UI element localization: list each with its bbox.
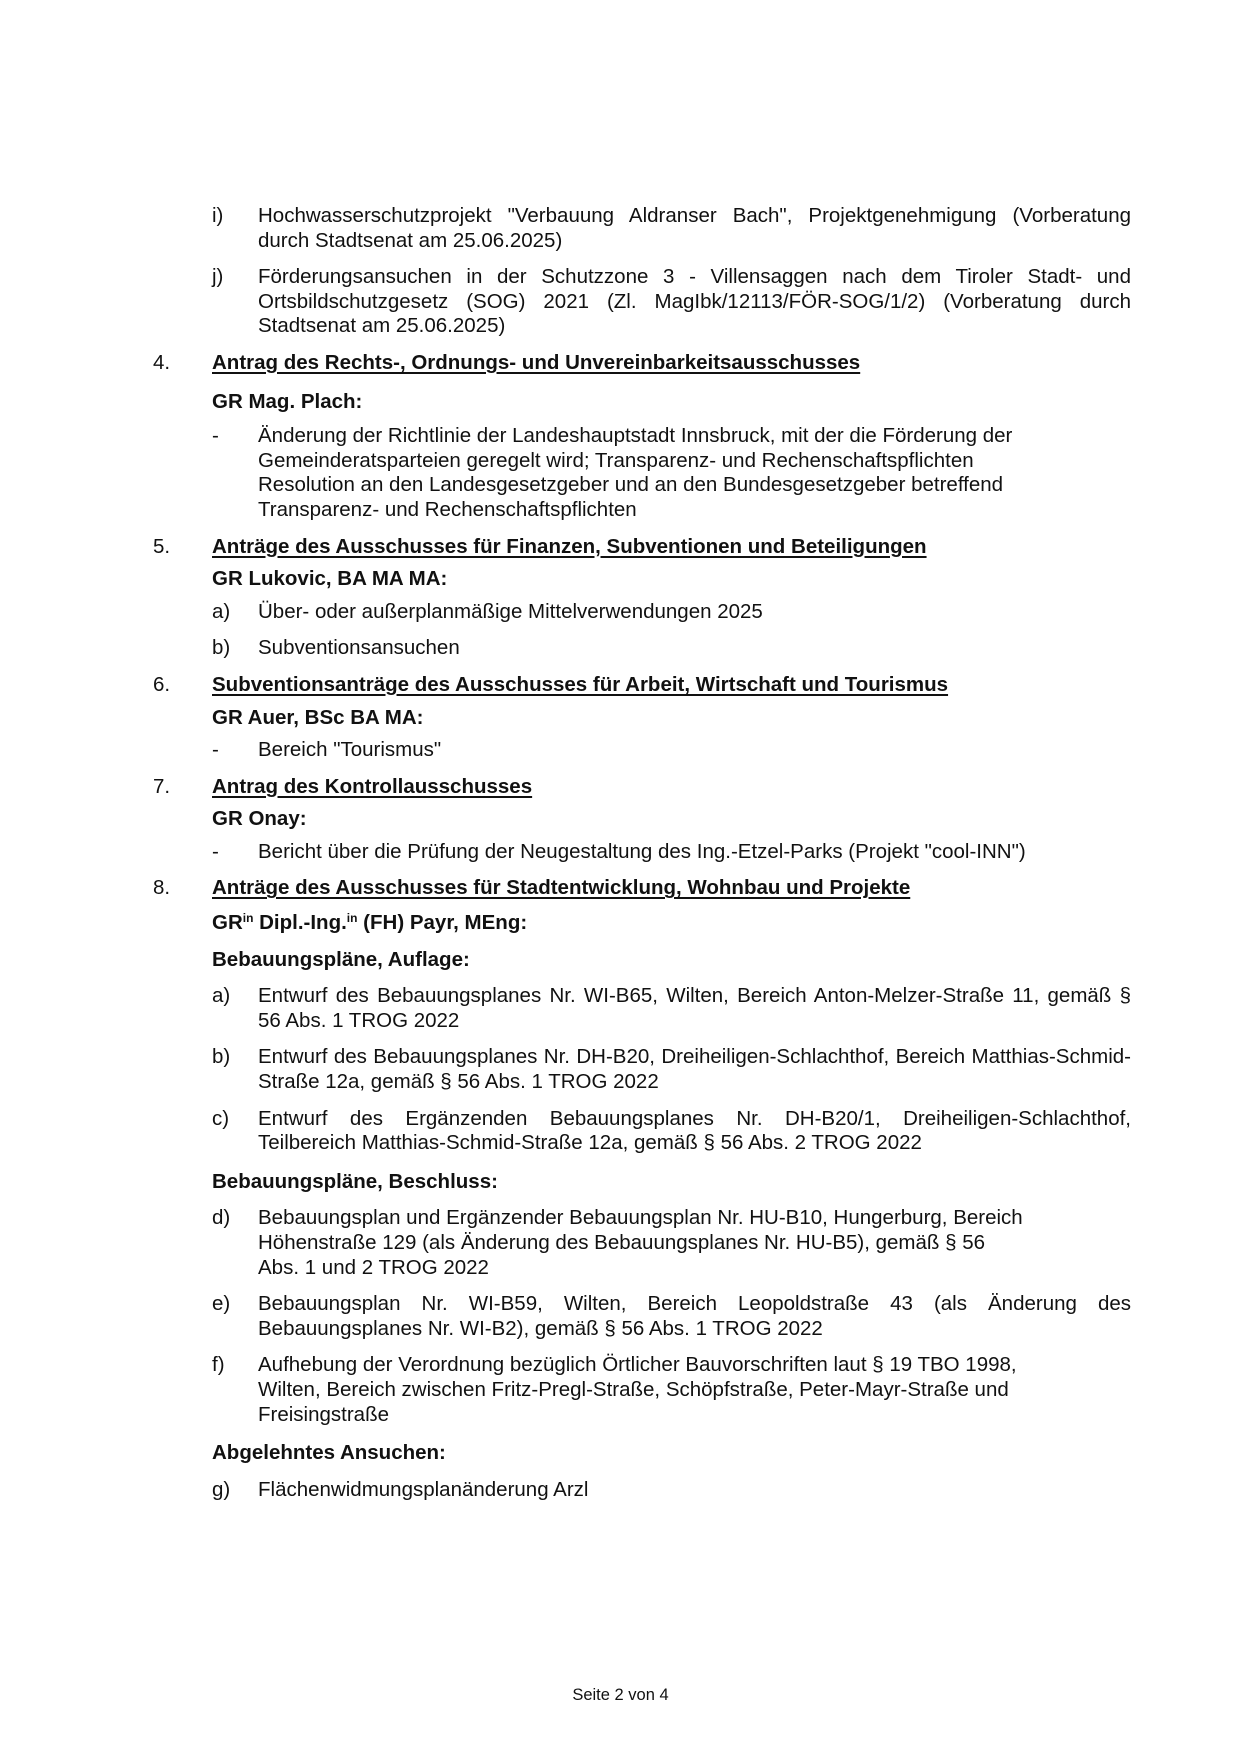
- agenda-item-7-dash: [153, 840, 1131, 865]
- item-bullet: -: [212, 424, 219, 448]
- item-label: b): [212, 636, 231, 660]
- agenda-item-6-dash: [153, 738, 1131, 763]
- section-8-header: [153, 876, 1131, 901]
- agenda-item-8c: [153, 1107, 1131, 1156]
- section-number: 4.: [153, 350, 171, 374]
- item-text-line: Aufhebung der Verordnung bezüglich Örtlicher Bauvorschriften laut § 19 TBO 1998,: [258, 1353, 1017, 1377]
- speaker-gr-sup: in: [242, 911, 254, 926]
- item-text-line: Änderung der Richtlinie der Landeshauptstadt Innsbruck, mit der die Förderung der: [258, 424, 1013, 448]
- item-label: e): [212, 1292, 231, 1316]
- item-text: Entwurf des Bebauungsplanes Nr. WI-B65, Wilten, Bereich Anton-Melzer-Straße 11, gemäß § 56 Abs. 1 TROG 2022: [258, 984, 1131, 1032]
- agenda-item-5a: [153, 600, 1131, 625]
- agenda-content: [153, 204, 1131, 1502]
- speaker: [153, 911, 1131, 936]
- item-label: a): [212, 984, 231, 1008]
- item-label: a): [212, 599, 231, 623]
- item-text: [258, 1353, 1131, 1427]
- item-bullet: -: [212, 738, 219, 762]
- speaker-title: Dipl.-Ing.: [253, 911, 347, 935]
- item-label: i): [212, 204, 224, 227]
- speaker: GR Auer, BSc BA MA:: [212, 705, 424, 729]
- subheading-beschluss: Bebauungspläne, Beschluss:: [212, 1169, 498, 1193]
- item-text: Bereich "Tourismus": [258, 738, 442, 762]
- agenda-item-8d: [153, 1206, 1131, 1280]
- section-heading: Subventionsanträge des Ausschusses für Arbeit, Wirtschaft und Tourismus: [212, 672, 949, 696]
- section-number: 5.: [153, 534, 171, 558]
- item-text: Über- oder außerplanmäßige Mittelverwendungen 2025: [258, 599, 763, 623]
- section-6-header: [153, 673, 1131, 698]
- speaker: GR Lukovic, BA MA MA:: [212, 567, 448, 591]
- section-heading: Antrag des Kontrollausschusses: [212, 774, 533, 798]
- item-text-line: Resolution an den Landesgesetzgeber und an den Bundesgesetzgeber betreffend: [258, 473, 1004, 497]
- item-text: Flächenwidmungsplanänderung Arzl: [258, 1477, 589, 1501]
- item-text-line: Transparenz- und Rechenschaftspflichten: [258, 497, 637, 521]
- agenda-item-8e: [153, 1292, 1131, 1341]
- section-5-header: [153, 535, 1131, 560]
- agenda-item-i: [153, 204, 1131, 253]
- item-label: c): [212, 1106, 230, 1130]
- item-text-line: Wilten, Bereich zwischen Fritz-Pregl-Straße, Schöpfstraße, Peter-Mayr-Straße und: [258, 1377, 1009, 1401]
- section-7-header: [153, 775, 1131, 800]
- item-label: j): [212, 265, 224, 289]
- section-heading: Antrag des Rechts-, Ordnungs- und Unvereinbarkeitsausschusses: [212, 350, 861, 374]
- item-label: b): [212, 1045, 231, 1069]
- agenda-item-4-dash: [153, 424, 1131, 522]
- speaker-rest: (FH) Payr, MEng:: [357, 911, 528, 935]
- agenda-item-8f: [153, 1353, 1131, 1427]
- page-number-footer: Seite 2 von 4: [572, 1686, 669, 1704]
- speaker: GR Onay:: [212, 807, 307, 831]
- item-text: Förderungsansuchen in der Schutzzone 3 - Villensaggen nach dem Tiroler Stadt- und Ortsbildschutzgesetz (SOG) 2021 (Zl. MagIbk/12113/FÖR-SOG/1/2) (Vorberatung durch Stadtsenat am 25.06.2025): [258, 265, 1131, 338]
- section-4-header: [153, 351, 1131, 376]
- section-number: 8.: [153, 876, 171, 900]
- item-text: Bericht über die Prüfung der Neugestaltung des Ing.-Etzel-Parks (Projekt "cool-INN"): [258, 839, 1026, 863]
- subheading-auflage: Bebauungspläne, Auflage:: [212, 947, 470, 971]
- item-label: d): [212, 1206, 231, 1230]
- item-text: Entwurf des Ergänzenden Bebauungsplanes Nr. DH-B20/1, Dreiheiligen-Schlachthof, Teilbereich Matthias-Schmid-Straße 12a, gemäß § 56 Abs. 2 TROG 2022: [258, 1106, 1131, 1155]
- item-text: [258, 424, 1131, 522]
- section-number: 7.: [153, 774, 171, 798]
- agenda-item-8a: [153, 984, 1131, 1033]
- speaker-title-sup: in: [346, 911, 358, 926]
- item-text-line: Freisingstraße: [258, 1402, 390, 1426]
- item-text: Subventionsansuchen: [258, 636, 460, 660]
- item-text-line: Gemeinderatsparteien geregelt wird; Transparenz- und Rechenschaftspflichten: [258, 448, 974, 472]
- item-bullet: -: [212, 839, 219, 863]
- agenda-item-j: [153, 265, 1131, 339]
- section-heading: Anträge des Ausschusses für Finanzen, Subventionen und Beteiligungen: [212, 534, 927, 558]
- agenda-item-5b: [153, 636, 1131, 661]
- speaker-gr: GR: [212, 911, 243, 935]
- agenda-item-8b: [153, 1045, 1131, 1094]
- item-text-line: Höhenstraße 129 (als Änderung des Bebauungsplanes Nr. HU-B5), gemäß § 56: [258, 1231, 986, 1254]
- item-text-line: Abs. 1 und 2 TROG 2022: [258, 1255, 489, 1279]
- item-text: Entwurf des Bebauungsplanes Nr. DH-B20, Dreiheiligen-Schlachthof, Bereich Matthias-Schmid-Straße 12a, gemäß § 56 Abs. 1 TROG 2022: [258, 1045, 1131, 1094]
- section-heading: Anträge des Ausschusses für Stadtentwicklung, Wohnbau und Projekte: [212, 876, 911, 900]
- item-text: [258, 1206, 1131, 1280]
- item-text-line: Bebauungsplan und Ergänzender Bebauungsplan Nr. HU-B10, Hungerburg, Bereich: [258, 1206, 1023, 1230]
- item-label: f): [212, 1353, 225, 1377]
- section-number: 6.: [153, 672, 171, 696]
- speaker: GR Mag. Plach:: [212, 389, 363, 413]
- item-text: Bebauungsplan Nr. WI-B59, Wilten, Bereich Leopoldstraße 43 (als Änderung des Bebauungsplanes Nr. WI-B2), gemäß § 56 Abs. 1 TROG 2022: [258, 1292, 1131, 1340]
- subheading-abgelehnt: Abgelehntes Ansuchen:: [212, 1441, 446, 1465]
- item-label: g): [212, 1477, 231, 1501]
- agenda-item-8g: [153, 1478, 1131, 1503]
- item-text: Hochwasserschutzprojekt "Verbauung Aldranser Bach", Projektgenehmigung (Vorberatung durch Stadtsenat am 25.06.2025): [258, 204, 1131, 252]
